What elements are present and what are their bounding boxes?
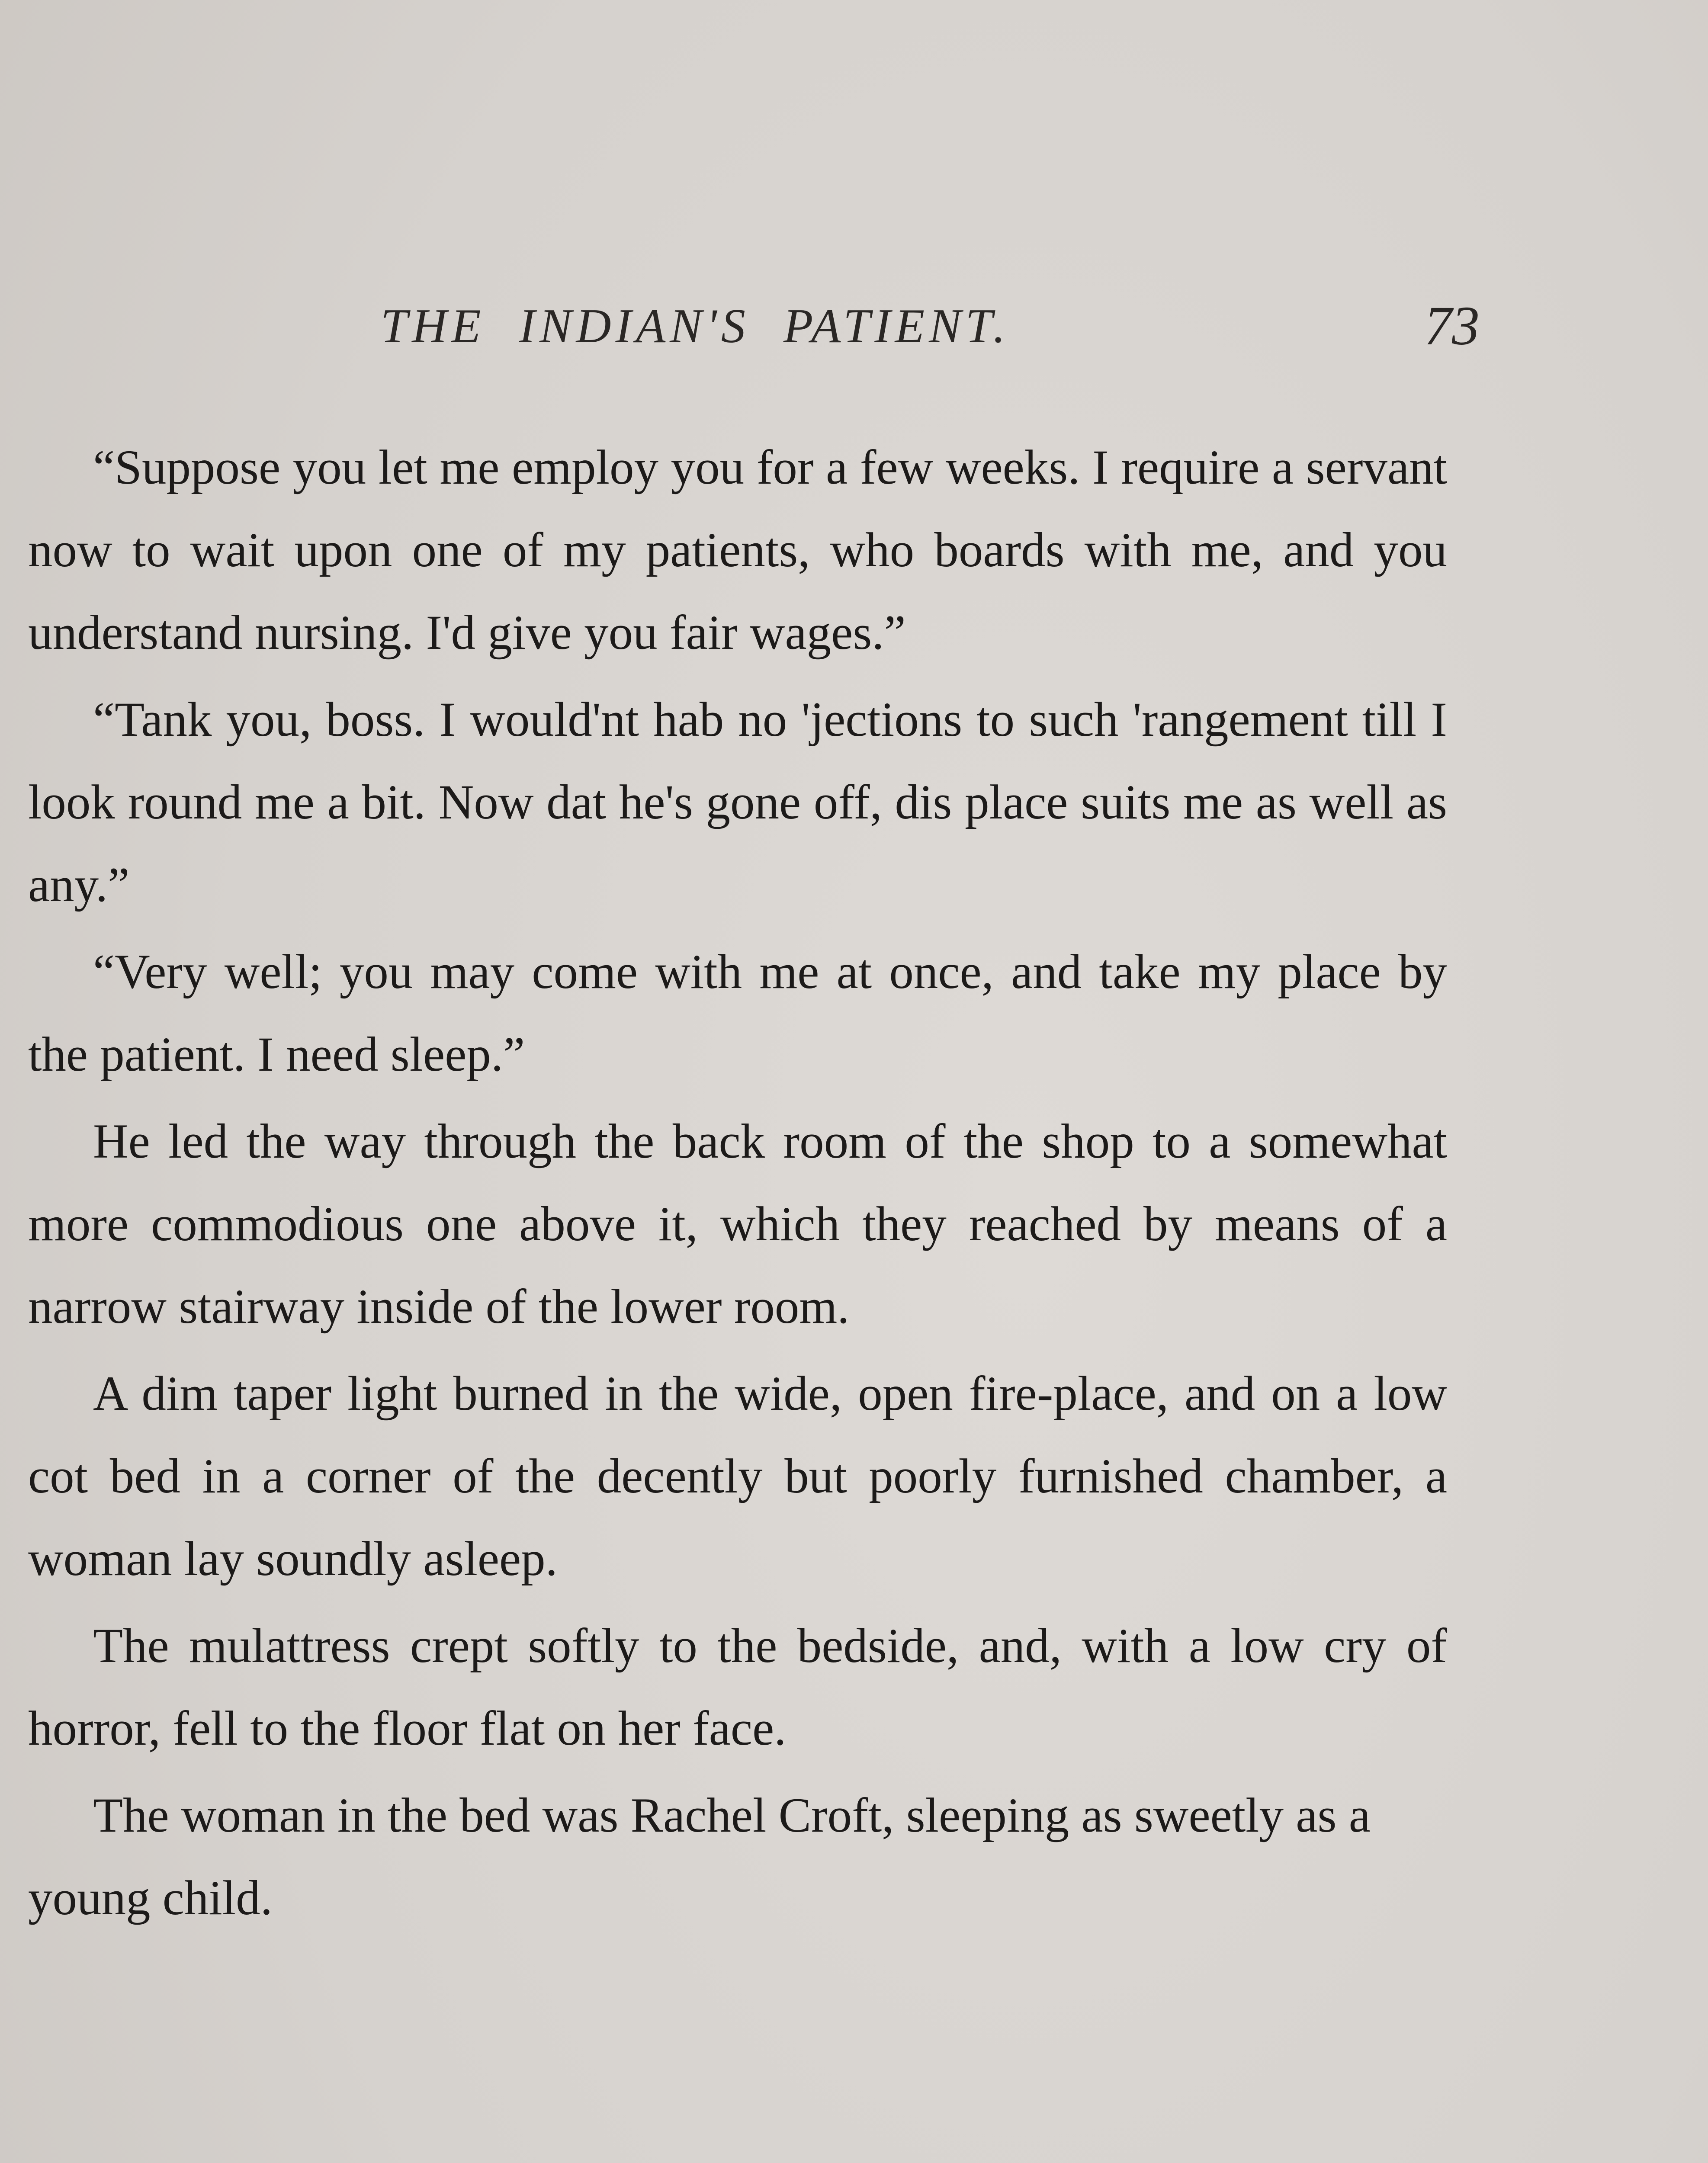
paragraph-3: “Very well; you may come with me at once, and take my place by the patient. I need sleep.” bbox=[28, 945, 1447, 1082]
paragraph-2: “Tank you, boss. I would'nt hab no 'jections to such 'rangement till I look round me a bit. Now dat he's gone off, dis place suits me as well as any.” bbox=[28, 693, 1447, 912]
paragraph-4: He led the way through the back room of the shop to a somewhat more commodious one above it, which they reached by means of a narrow stairway inside of the lower room. bbox=[28, 1114, 1447, 1334]
paragraph-5: A dim taper light burned in the wide, open fire-place, and on a low cot bed in a corner of the decently but poorly furnished chamber, a woman lay soundly asleep. bbox=[28, 1367, 1447, 1586]
paragraph-6: The mulattress crept softly to the bedside, and, with a low cry of horror, fell to the floor flat on her face. bbox=[28, 1619, 1447, 1755]
body-text bbox=[28, 426, 1447, 1944]
running-title: THE INDIAN'S PATIENT. bbox=[381, 299, 1010, 353]
paragraph-7: The woman in the bed was Rachel Croft, sleeping as sweetly as a young child. bbox=[28, 1788, 1371, 1925]
paragraph-1: “Suppose you let me employ you for a few weeks. I require a servant now to wait upon one of my patients, who boards with me, and you understand nursing. I'd give you fair wages.” bbox=[28, 440, 1447, 660]
page-number: 73 bbox=[1424, 295, 1480, 356]
